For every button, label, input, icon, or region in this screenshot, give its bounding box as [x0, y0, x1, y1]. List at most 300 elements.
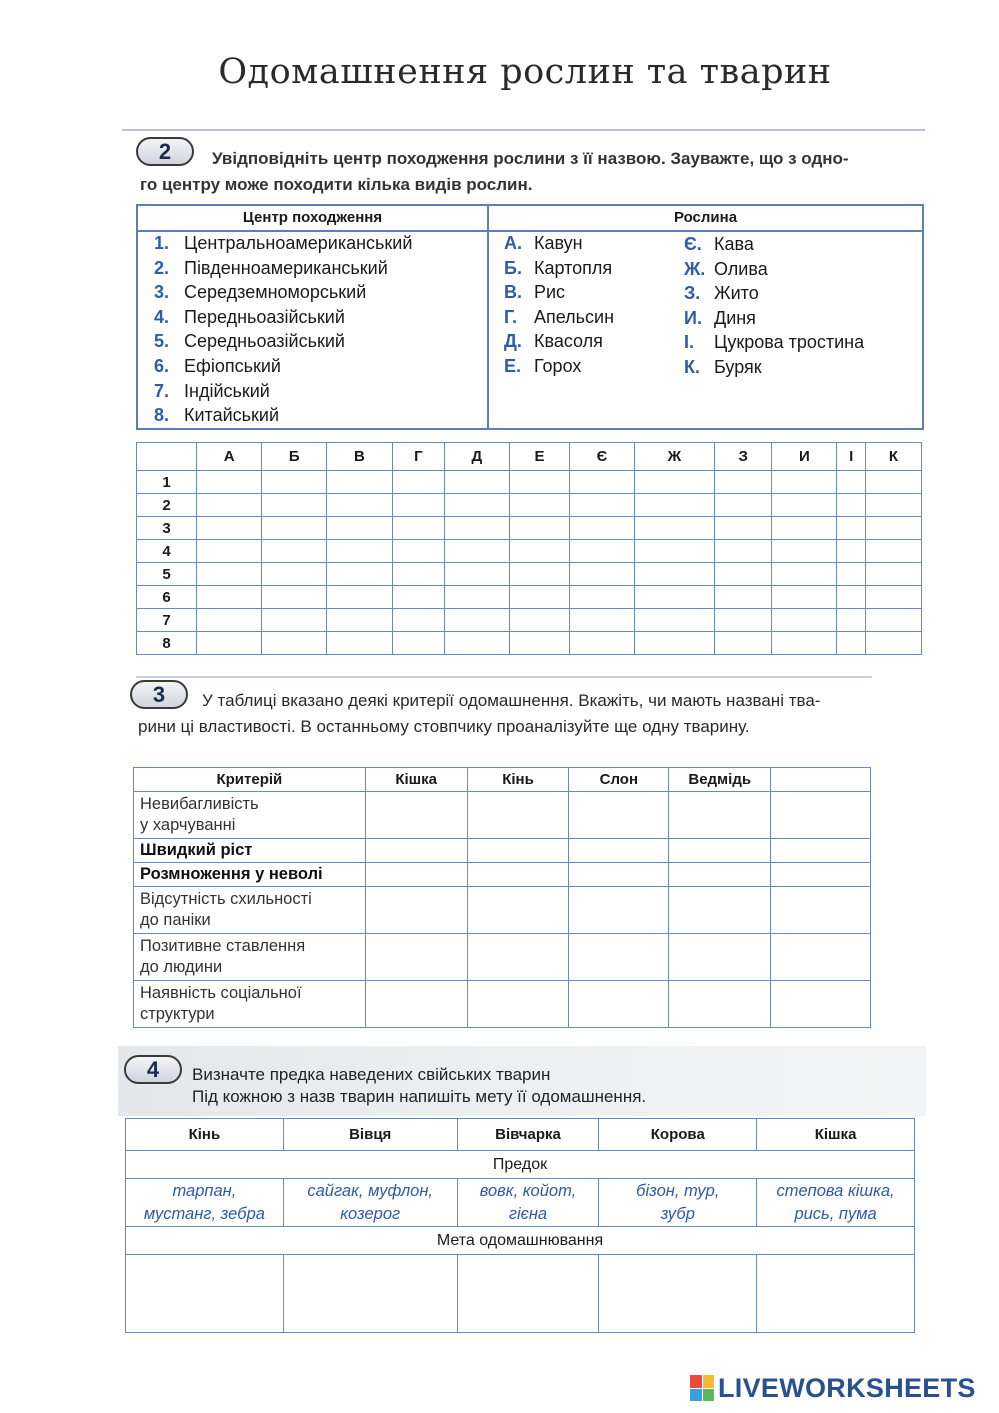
grid-row-number: 4 — [137, 540, 197, 563]
grid-answer-cell[interactable] — [715, 609, 772, 632]
grid-answer-cell[interactable] — [445, 586, 509, 609]
grid-answer-cell[interactable] — [570, 563, 634, 586]
plant-item — [684, 330, 864, 355]
grid-answer-cell[interactable] — [327, 494, 392, 517]
ancestor-line: степова кішка, — [776, 1181, 895, 1200]
grid-answer-cell[interactable] — [445, 609, 509, 632]
criteria-row — [134, 839, 871, 863]
goal-answer-row — [126, 1255, 915, 1333]
grid-col-header: З — [715, 443, 772, 471]
grid-answer-cell[interactable] — [634, 471, 714, 494]
grid-answer-cell[interactable] — [570, 494, 634, 517]
logo-tile — [690, 1389, 702, 1402]
ancestor-label: Предок — [126, 1151, 915, 1179]
criteria-answer-cell[interactable] — [365, 792, 467, 839]
grid-answer-cell[interactable] — [197, 609, 262, 632]
criteria-answer-cell[interactable] — [669, 839, 771, 863]
center-key: 7. — [154, 380, 170, 401]
grid-col-header: Є — [570, 443, 634, 471]
grid-answer-cell[interactable] — [772, 609, 837, 632]
grid-answer-cell[interactable] — [865, 540, 921, 563]
goal-label: Мета одомашнювання — [126, 1227, 915, 1255]
plant-key: В. — [504, 282, 522, 303]
goal-answer-cell[interactable] — [457, 1255, 599, 1333]
criteria-answer-cell[interactable] — [569, 839, 669, 863]
criterion-label — [134, 981, 366, 1028]
ancestor-line: гієна — [508, 1204, 548, 1223]
task4-instruction-cont: Під кожною з назв тварин напишіть мету її одомашнення. — [192, 1087, 647, 1106]
grid-col-header: Е — [509, 443, 570, 471]
criterion-line: Наявність соціальної — [140, 984, 302, 1002]
grid-answer-cell[interactable] — [570, 632, 634, 655]
grid-answer-cell[interactable] — [634, 494, 714, 517]
center-key: 2. — [154, 257, 170, 278]
plant-item — [504, 231, 583, 256]
logo-tile — [703, 1389, 715, 1402]
plant-item — [684, 257, 768, 282]
ancestor-line: сайгак, муфлон, — [307, 1181, 434, 1200]
criterion-label — [134, 792, 366, 839]
ancestor-line: вовк, койот, — [479, 1181, 577, 1200]
plant-key: Є. — [684, 234, 702, 254]
criteria-answer-cell[interactable] — [669, 863, 771, 887]
grid-answer-cell[interactable] — [509, 540, 570, 563]
center-item — [154, 403, 279, 428]
criterion-line: Відсутність схильності — [140, 890, 312, 908]
criterion-label — [134, 887, 366, 934]
grid-answer-cell[interactable] — [445, 632, 509, 655]
grid-col-header: А — [197, 443, 262, 471]
section-rule — [136, 676, 872, 678]
ancestors-row — [126, 1179, 915, 1227]
ancestor-cell — [757, 1179, 915, 1227]
grid-answer-cell[interactable] — [570, 540, 634, 563]
criterion-label — [134, 839, 366, 863]
criteria-col-header: Слон — [569, 768, 669, 792]
center-item — [154, 354, 281, 379]
grid-answer-cell[interactable] — [715, 494, 772, 517]
plant-key: Ж. — [684, 258, 706, 279]
grid-answer-cell[interactable] — [327, 517, 392, 540]
brand-watermark — [690, 1372, 976, 1404]
grid-answer-cell[interactable] — [327, 632, 392, 655]
grid-answer-cell[interactable] — [445, 494, 509, 517]
grid-row — [137, 609, 922, 632]
grid-answer-cell[interactable] — [197, 586, 262, 609]
grid-answer-cell[interactable] — [772, 632, 837, 655]
grid-answer-cell[interactable] — [392, 494, 444, 517]
grid-answer-cell[interactable] — [262, 586, 327, 609]
plant-name: Олива — [714, 258, 768, 279]
grid-answer-cell[interactable] — [392, 517, 444, 540]
grid-answer-cell[interactable] — [837, 494, 866, 517]
plant-key: Б. — [504, 257, 522, 278]
grid-col-header: І — [837, 443, 866, 471]
center-name: Центральноамериканський — [184, 233, 413, 253]
grid-answer-cell[interactable] — [634, 586, 714, 609]
criterion-label — [134, 863, 366, 887]
grid-answer-cell[interactable] — [837, 471, 866, 494]
grid-answer-cell[interactable] — [197, 540, 262, 563]
criteria-answer-cell[interactable] — [467, 981, 569, 1028]
plant-name: Рис — [534, 282, 566, 303]
grid-row-number: 2 — [137, 494, 197, 517]
grid-answer-cell[interactable] — [772, 517, 837, 540]
plant-item — [504, 329, 603, 354]
plant-key: Г. — [504, 306, 517, 327]
center-item — [154, 231, 412, 256]
criterion-line: структури — [140, 1005, 215, 1023]
grid-answer-cell[interactable] — [197, 563, 262, 586]
center-item — [154, 256, 388, 281]
grid-answer-cell[interactable] — [570, 609, 634, 632]
grid-answer-cell[interactable] — [865, 563, 921, 586]
grid-answer-cell[interactable] — [262, 471, 327, 494]
grid-answer-cell[interactable] — [392, 632, 444, 655]
grid-answer-cell[interactable] — [772, 563, 837, 586]
plant-key: З. — [684, 283, 701, 304]
criteria-answer-cell[interactable] — [669, 792, 771, 839]
task-number-badge: 3 — [130, 680, 188, 709]
center-name: Південноамериканський — [184, 257, 388, 278]
grid-row-number: 1 — [137, 471, 197, 494]
criteria-answer-cell[interactable] — [771, 839, 871, 863]
plant-key: И. — [684, 307, 702, 328]
grid-answer-cell[interactable] — [445, 563, 509, 586]
grid-answer-cell[interactable] — [634, 517, 714, 540]
grid-row-number: 5 — [137, 563, 197, 586]
plant-name: Горох — [534, 356, 582, 376]
center-item — [154, 305, 345, 330]
ancestor-line: рись, пума — [794, 1204, 877, 1223]
grid-col-header: Б — [262, 443, 327, 471]
grid-header-row — [137, 443, 922, 471]
criterion-line: до паніки — [140, 911, 211, 929]
ancestor-line: козерог — [340, 1204, 401, 1223]
grid-answer-cell[interactable] — [509, 471, 570, 494]
col-header-plant: Рослина — [489, 206, 922, 232]
criteria-col-header — [771, 768, 871, 792]
criteria-answer-cell[interactable] — [669, 981, 771, 1028]
grid-answer-cell[interactable] — [392, 471, 444, 494]
center-name: Середньоазійський — [184, 331, 345, 352]
criteria-answer-cell[interactable] — [365, 839, 467, 863]
criterion-line: Розмноження у неволі — [140, 865, 323, 883]
grid-answer-cell[interactable] — [262, 609, 327, 632]
grid-answer-cell[interactable] — [865, 609, 921, 632]
grid-answer-cell[interactable] — [262, 540, 327, 563]
task-number-badge: 4 — [124, 1055, 182, 1084]
criteria-answer-cell[interactable] — [467, 863, 569, 887]
ancestor-line: тарпан, — [172, 1181, 237, 1200]
criteria-table — [133, 767, 871, 1028]
plant-item — [684, 355, 762, 380]
grid-answer-cell[interactable] — [509, 517, 570, 540]
goal-answer-cell[interactable] — [757, 1255, 915, 1333]
center-key: 3. — [154, 282, 170, 303]
grid-answer-cell[interactable] — [509, 609, 570, 632]
grid-answer-cell[interactable] — [445, 471, 509, 494]
center-key: 4. — [154, 306, 170, 327]
grid-answer-cell[interactable] — [715, 540, 772, 563]
grid-answer-cell[interactable] — [634, 609, 714, 632]
plant-name: Апельсин — [534, 306, 615, 327]
grid-answer-cell[interactable] — [262, 494, 327, 517]
criterion-label — [134, 934, 366, 981]
plant-item — [504, 256, 612, 281]
criterion-line: Невибагливість — [140, 795, 259, 813]
criteria-row — [134, 887, 871, 934]
grid-row — [137, 471, 922, 494]
grid-answer-cell[interactable] — [197, 632, 262, 655]
grid-row-number: 7 — [137, 609, 197, 632]
ancestor-cell — [126, 1179, 284, 1227]
center-item — [154, 329, 345, 354]
criteria-header-row — [134, 768, 871, 792]
criteria-row — [134, 934, 871, 981]
grid-answer-cell[interactable] — [634, 540, 714, 563]
grid-answer-cell[interactable] — [837, 540, 866, 563]
grid-row — [137, 494, 922, 517]
task2-instruction: Увідповідніть центр походження рослини з її назвою. Зауважте, що з одно- — [212, 149, 849, 168]
grid-answer-cell[interactable] — [392, 563, 444, 586]
ancestor-line: мустанг, зебра — [143, 1204, 265, 1223]
criteria-answer-cell[interactable] — [771, 863, 871, 887]
grid-answer-cell[interactable] — [865, 471, 921, 494]
grid-answer-cell[interactable] — [509, 586, 570, 609]
criteria-answer-cell[interactable] — [467, 934, 569, 981]
criteria-answer-cell[interactable] — [365, 981, 467, 1028]
col-header-center: Центр походження — [138, 206, 487, 232]
criteria-answer-cell[interactable] — [365, 887, 467, 934]
grid-col-header: Г — [392, 443, 444, 471]
plant-item — [504, 280, 565, 305]
grid-answer-cell[interactable] — [715, 517, 772, 540]
center-name: Ефіопський — [184, 356, 281, 376]
task2-instruction-cont: го центру може походити кілька видів рослин. — [140, 175, 533, 194]
plant-name: Кава — [714, 234, 754, 254]
grid-answer-cell[interactable] — [327, 471, 392, 494]
grid-answer-cell[interactable] — [445, 517, 509, 540]
criterion-line: до людини — [140, 958, 223, 976]
grid-row — [137, 586, 922, 609]
grid-answer-cell[interactable] — [865, 517, 921, 540]
grid-row — [137, 517, 922, 540]
grid-row — [137, 540, 922, 563]
criteria-answer-cell[interactable] — [771, 792, 871, 839]
grid-answer-cell[interactable] — [865, 586, 921, 609]
animal-col-header: Вівчарка — [457, 1119, 599, 1151]
grid-answer-cell[interactable] — [509, 632, 570, 655]
criteria-answer-cell[interactable] — [569, 863, 669, 887]
plant-key: Е. — [504, 356, 522, 376]
grid-answer-cell[interactable] — [262, 563, 327, 586]
ancestor-label-row — [126, 1151, 915, 1179]
center-name: Індійський — [184, 380, 270, 401]
plant-name: Квасоля — [534, 331, 603, 352]
criterion-line: Швидкий ріст — [140, 841, 253, 859]
grid-answer-cell[interactable] — [262, 632, 327, 655]
center-key: 8. — [154, 405, 170, 426]
grid-answer-cell[interactable] — [837, 632, 866, 655]
plant-name: Диня — [714, 307, 756, 328]
criteria-answer-cell[interactable] — [569, 887, 669, 934]
animals-header-row — [126, 1119, 915, 1151]
ancestor-line: зубр — [660, 1204, 695, 1223]
criteria-answer-cell[interactable] — [771, 934, 871, 981]
ancestor-cell — [283, 1179, 457, 1227]
grid-corner — [137, 443, 197, 471]
criteria-col-header: Ведмідь — [669, 768, 771, 792]
task3-instruction: У таблиці вказано деякі критерії одомашнення. Вкажіть, чи мають названі тва- — [202, 691, 821, 710]
grid-row — [137, 632, 922, 655]
goal-answer-cell[interactable] — [126, 1255, 284, 1333]
grid-row-number: 3 — [137, 517, 197, 540]
grid-answer-cell[interactable] — [570, 517, 634, 540]
grid-answer-cell[interactable] — [197, 517, 262, 540]
grid-answer-cell[interactable] — [865, 494, 921, 517]
criteria-answer-cell[interactable] — [467, 792, 569, 839]
animal-col-header: Вівця — [283, 1119, 457, 1151]
plant-name: Буряк — [714, 357, 762, 377]
criteria-row — [134, 863, 871, 887]
grid-col-header: Ж — [634, 443, 714, 471]
ancestors-table — [125, 1118, 915, 1333]
criteria-answer-cell[interactable] — [771, 887, 871, 934]
grid-answer-cell[interactable] — [634, 563, 714, 586]
grid-col-header: К — [865, 443, 921, 471]
grid-col-header: В — [327, 443, 392, 471]
criterion-line: у харчуванні — [140, 816, 236, 834]
grid-answer-cell[interactable] — [392, 586, 444, 609]
criteria-answer-cell[interactable] — [569, 792, 669, 839]
grid-col-header: Д — [445, 443, 509, 471]
criteria-answer-cell[interactable] — [669, 887, 771, 934]
criterion-line: Позитивне ставлення — [140, 937, 306, 955]
grid-answer-cell[interactable] — [392, 540, 444, 563]
plant-name: Цукрова тростина — [714, 332, 865, 353]
grid-answer-cell[interactable] — [865, 632, 921, 655]
grid-answer-cell[interactable] — [262, 517, 327, 540]
plant-key: Д. — [504, 331, 522, 352]
grid-answer-cell[interactable] — [772, 494, 837, 517]
plant-name: Картопля — [534, 257, 613, 278]
criteria-answer-cell[interactable] — [669, 934, 771, 981]
grid-row-number: 6 — [137, 586, 197, 609]
liveworksheets-logo-icon — [690, 1375, 714, 1401]
criteria-answer-cell[interactable] — [569, 981, 669, 1028]
grid-answer-cell[interactable] — [327, 586, 392, 609]
grid-row — [137, 563, 922, 586]
grid-answer-cell[interactable] — [634, 632, 714, 655]
criteria-row — [134, 792, 871, 839]
center-name: Середземноморський — [184, 282, 367, 303]
criteria-answer-cell[interactable] — [467, 887, 569, 934]
plant-item — [684, 281, 759, 306]
plant-key: К. — [684, 357, 700, 377]
goal-answer-cell[interactable] — [599, 1255, 757, 1333]
grid-answer-cell[interactable] — [837, 609, 866, 632]
criteria-answer-cell[interactable] — [569, 934, 669, 981]
grid-answer-cell[interactable] — [327, 540, 392, 563]
grid-answer-cell[interactable] — [772, 540, 837, 563]
grid-answer-cell[interactable] — [715, 563, 772, 586]
criteria-row — [134, 981, 871, 1028]
grid-answer-cell[interactable] — [837, 517, 866, 540]
grid-answer-cell[interactable] — [392, 609, 444, 632]
ancestor-cell — [457, 1179, 599, 1227]
task4-instruction: Визначте предка наведених свійських тварин — [192, 1065, 551, 1084]
grid-answer-cell[interactable] — [837, 586, 866, 609]
center-item — [154, 280, 366, 305]
criteria-col-header: Кінь — [467, 768, 569, 792]
criteria-col-header: Критерій — [134, 768, 366, 792]
plant-name: Кавун — [534, 233, 583, 253]
grid-answer-cell[interactable] — [445, 540, 509, 563]
criteria-col-header: Кішка — [365, 768, 467, 792]
center-key: 1. — [154, 233, 170, 253]
criteria-answer-cell[interactable] — [365, 934, 467, 981]
grid-answer-cell[interactable] — [772, 586, 837, 609]
grid-answer-cell[interactable] — [197, 494, 262, 517]
plant-key: І. — [684, 332, 695, 353]
center-key: 5. — [154, 331, 170, 352]
grid-answer-cell[interactable] — [509, 494, 570, 517]
grid-answer-cell[interactable] — [570, 471, 634, 494]
plant-item — [684, 306, 756, 331]
grid-answer-cell[interactable] — [570, 586, 634, 609]
grid-answer-cell[interactable] — [715, 586, 772, 609]
ancestor-line: бізон, тур, — [636, 1181, 720, 1200]
criteria-answer-cell[interactable] — [771, 981, 871, 1028]
section-rule — [122, 129, 925, 131]
center-key: 6. — [154, 356, 170, 376]
animal-col-header: Кінь — [126, 1119, 284, 1151]
column-divider — [487, 206, 489, 428]
grid-answer-cell[interactable] — [837, 563, 866, 586]
ancestor-cell — [599, 1179, 757, 1227]
center-name: Передньоазійський — [184, 306, 345, 327]
grid-answer-cell[interactable] — [772, 471, 837, 494]
grid-row-number: 8 — [137, 632, 197, 655]
brand-name: LIVEWORKSHEETS — [718, 1372, 976, 1403]
grid-answer-cell[interactable] — [327, 609, 392, 632]
criteria-answer-cell[interactable] — [467, 839, 569, 863]
center-item — [154, 379, 270, 404]
plant-key: А. — [504, 233, 522, 253]
criteria-answer-cell[interactable] — [365, 863, 467, 887]
animal-col-header: Кішка — [757, 1119, 915, 1151]
grid-answer-cell[interactable] — [327, 563, 392, 586]
task-number-badge: 2 — [136, 137, 194, 166]
plant-item — [504, 305, 614, 330]
page-title: Одомашнення рослин та тварин — [218, 52, 832, 92]
logo-tile — [703, 1375, 715, 1388]
center-name: Китайський — [184, 405, 280, 426]
grid-answer-cell[interactable] — [715, 471, 772, 494]
grid-answer-cell[interactable] — [197, 471, 262, 494]
grid-answer-cell[interactable] — [509, 563, 570, 586]
answer-grid — [136, 442, 922, 655]
grid-answer-cell[interactable] — [715, 632, 772, 655]
grid-col-header: И — [772, 443, 837, 471]
goal-label-row — [126, 1227, 915, 1255]
task3-instruction-cont: рини ці властивості. В останньому стовпчику проаналізуйте ще одну тварину. — [138, 717, 750, 736]
plant-name: Жито — [714, 283, 759, 304]
logo-tile — [690, 1375, 702, 1388]
goal-answer-cell[interactable] — [283, 1255, 457, 1333]
animal-col-header: Корова — [599, 1119, 757, 1151]
